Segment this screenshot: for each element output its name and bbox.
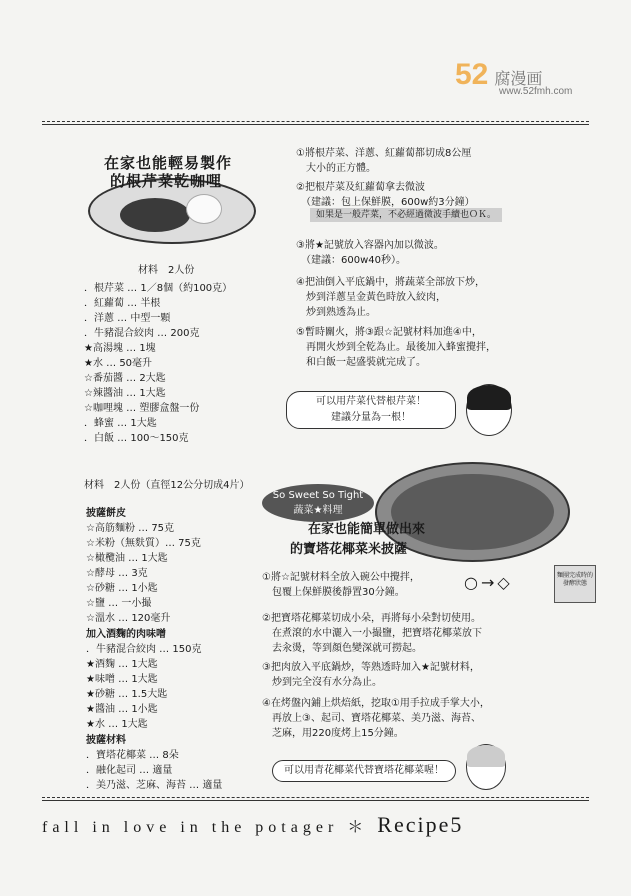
ingredient-item: ．蜂蜜 … 1大匙 bbox=[84, 418, 157, 429]
top-divider-solid bbox=[42, 124, 589, 125]
watermark-number: 52 bbox=[455, 58, 489, 91]
ingredient-item: ★醬油 … 1小匙 bbox=[86, 704, 158, 715]
step-line: ①將☆記號材料全放入碗公中攪拌， bbox=[262, 572, 420, 583]
curry-title-line1: 在家也能輕易製作 bbox=[104, 154, 233, 172]
ingredient-item: ☆咖哩塊 … 塑膠盒盤一份 bbox=[84, 403, 200, 414]
ingredient-item: ．美乃滋、芝麻、海苔 … 適量 bbox=[86, 780, 223, 791]
ingredient-item: ★高湯塊 … 1塊 bbox=[84, 343, 156, 354]
boy-character-2-icon bbox=[466, 744, 506, 790]
step-line: 和白飯一起盛裝就完成了。 bbox=[296, 357, 426, 368]
ingredient-item: ★砂糖 … 1.5大匙 bbox=[86, 689, 168, 700]
series-badge bbox=[262, 484, 374, 522]
ingredient-item: ★酒麴 … 1大匙 bbox=[86, 659, 158, 670]
step-line: ①將根芹菜、洋蔥、紅蘿蔔都切成8公厘 bbox=[296, 148, 472, 159]
ingredient-item: ☆鹽 … 一小撮 bbox=[86, 598, 152, 609]
dough-shape-icons: ○→◇ bbox=[464, 573, 513, 592]
step-line: 再開火炒到全乾為止。最後加入蜂蜜攪拌， bbox=[296, 342, 496, 353]
step-line: 炒到熟透為止。 bbox=[296, 307, 376, 318]
step-line: 大小的正方體。 bbox=[296, 163, 376, 174]
boy-character-icon bbox=[466, 384, 512, 436]
ingredient-item: ．白飯 … 100～150克 bbox=[84, 433, 189, 444]
step-line: 在煮滾的水中灑入一小撮鹽，把寶塔花椰菜放下 bbox=[262, 628, 482, 639]
recipe-step bbox=[296, 238, 444, 268]
step-line: ④在烤盤內鋪上烘焙紙，挖取①用手拉成手掌大小， bbox=[262, 698, 490, 709]
dough-photo-stamp: 麵團完成時的發酵狀態 bbox=[554, 565, 596, 603]
step-line: ③把肉放入平底鍋炒，等熟透時加入★記號材料， bbox=[262, 662, 480, 673]
footer-recipe: Recipe bbox=[377, 812, 451, 837]
watermark-text: 腐漫画 bbox=[494, 71, 543, 88]
recipe-step bbox=[262, 660, 480, 690]
badge-line2: 蔬菜★料理 bbox=[293, 505, 343, 516]
recipe-step bbox=[296, 180, 475, 210]
step-line: ⑤暫時關火，將③跟☆記號材料加進④中， bbox=[296, 327, 482, 338]
pizza-title-line2: 的寶塔花椰菜米披薩 bbox=[290, 542, 408, 557]
ingredient-item: ★味噌 … 1大匙 bbox=[86, 674, 158, 685]
step-line: ④把油倒入平底鍋中，將蔬菜全部放下炒， bbox=[296, 277, 485, 288]
bottom-divider bbox=[42, 797, 589, 798]
step-line: 再放上③、起司、寶塔花椰菜、美乃滋、海苔、 bbox=[262, 713, 481, 724]
ingredient-item: ☆番茄醬 … 2大匙 bbox=[84, 373, 166, 384]
step-line: （建議：包上保鮮膜，600w約3分鐘） bbox=[296, 197, 475, 208]
ingredient-item: ．牛豬混合絞肉 … 200克 bbox=[84, 328, 200, 339]
curry-bubble-line2: 建議分量為一根！ bbox=[331, 412, 411, 423]
pizza-title-line1: 在家也能簡單做出來 bbox=[308, 522, 426, 537]
curry-ingredient-list bbox=[84, 281, 232, 446]
step-line: 炒到完全沒有水分為止。 bbox=[262, 677, 382, 688]
recipe-step bbox=[296, 275, 485, 320]
step-line: ②把根芹菜及紅蘿蔔拿去微波 bbox=[296, 182, 425, 193]
curry-note: 如果是一般芹菜，不必經過微波手續也ＯＫ。 bbox=[310, 208, 502, 222]
ingredient-item: ．紅蘿蔔 … 半根 bbox=[84, 298, 161, 309]
ingredient-item: ☆辣醬油 … 1大匙 bbox=[84, 388, 166, 399]
ingredient-item: ☆酵母 … 3克 bbox=[86, 568, 148, 579]
curry-title-line2: 的根芹菜乾咖哩 bbox=[110, 172, 223, 190]
bottom-divider-solid bbox=[42, 800, 589, 801]
recipe-step bbox=[262, 611, 482, 656]
curry-bubble-line1: 可以用芹菜代替根芹菜！ bbox=[316, 396, 426, 407]
ingredient-item: ☆溫水 … 120毫升 bbox=[86, 613, 171, 624]
watermark-url: www.52fmh.com bbox=[499, 86, 573, 97]
ingredient-item: ．洋蔥 … 中型一顆 bbox=[84, 313, 171, 324]
step-line: 包覆上保鮮膜後靜置30分鐘。 bbox=[262, 587, 405, 598]
page-number: 5 bbox=[450, 812, 464, 837]
curry-servings: 材料 2人份 bbox=[138, 265, 195, 276]
recipe-step bbox=[262, 570, 420, 600]
curry-speech-bubble bbox=[286, 391, 456, 429]
rice-illustration bbox=[186, 194, 222, 224]
topping-ingredient-list bbox=[86, 748, 222, 793]
pizza-speech-bubble: 可以用青花椰菜代替寶塔花椰菜喔！ bbox=[272, 760, 456, 782]
dough-ingredient-list bbox=[86, 521, 201, 626]
top-divider bbox=[42, 121, 589, 122]
ingredient-item: ．寶塔花椰菜 … 8朵 bbox=[86, 750, 179, 761]
meat-ingredient-list bbox=[86, 642, 201, 732]
ingredient-item: ☆橄欖油 … 1大匙 bbox=[86, 553, 168, 564]
step-line: （建議：600w40秒）。 bbox=[296, 255, 406, 266]
ingredient-item: ☆米粉（無麩質）… 75克 bbox=[86, 538, 201, 549]
footer-text: fall in love in the potager ＊ bbox=[42, 819, 378, 836]
ingredient-item: ．融化起司 … 適量 bbox=[86, 765, 173, 776]
meat-header: 加入酒麴的肉味噌 bbox=[86, 629, 166, 640]
step-line: 炒到洋蔥呈金黃色時放入絞肉， bbox=[296, 292, 446, 303]
ingredient-item: ．根芹菜 … 1／8個（約100克） bbox=[84, 283, 233, 294]
step-line: ③將★記號放入容器內加以微波。 bbox=[296, 240, 444, 251]
topping-header: 披薩材料 bbox=[86, 735, 126, 746]
step-line: 去汆燙，等到顏色變深就可撈起。 bbox=[262, 643, 422, 654]
ingredient-item: ★水 … 1大匙 bbox=[86, 719, 148, 730]
recipe-step bbox=[296, 325, 496, 370]
curry-illustration bbox=[120, 198, 190, 232]
badge-line1: So Sweet So Tight bbox=[272, 490, 364, 501]
watermark bbox=[455, 58, 573, 97]
step-line: ②把寶塔花椰菜切成小朵，再將每小朵對切使用。 bbox=[262, 613, 481, 624]
recipe-step bbox=[262, 696, 490, 741]
recipe-step bbox=[296, 146, 471, 176]
step-line: 芝麻，用220度烤上15分鐘。 bbox=[262, 728, 404, 739]
pizza-servings: 材料 2人份（直徑12公分切成4片） bbox=[84, 480, 250, 491]
page-footer bbox=[42, 812, 463, 838]
dough-header: 披薩餅皮 bbox=[86, 508, 126, 519]
ingredient-item: ★水 … 50毫升 bbox=[84, 358, 153, 369]
ingredient-item: ☆高筋麵粉 … 75克 bbox=[86, 523, 175, 534]
ingredient-item: ．牛豬混合絞肉 … 150克 bbox=[86, 644, 202, 655]
ingredient-item: ☆砂糖 … 1小匙 bbox=[86, 583, 158, 594]
